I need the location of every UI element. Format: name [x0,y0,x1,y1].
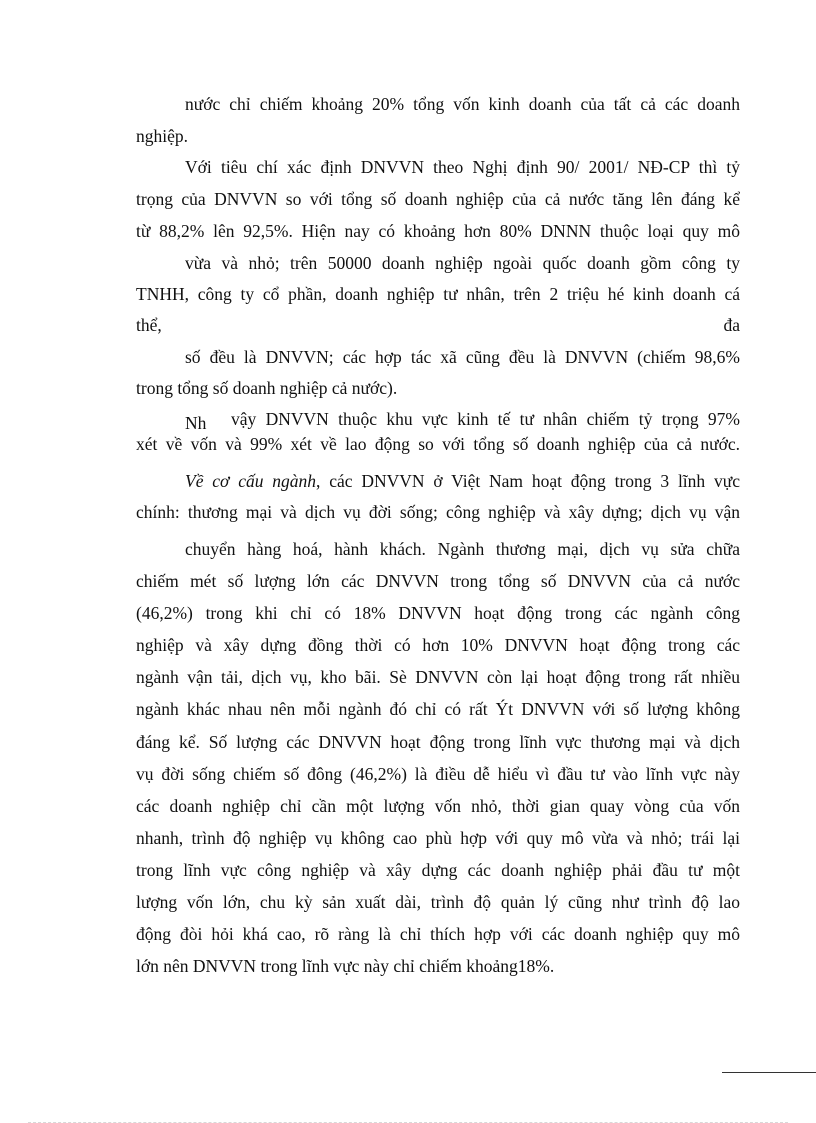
text-line [185,469,740,493]
text-fragment: vậy DNVVN thuộc khu vực kinh tế tư nhân chiếm tỷ trọng 97% [231,409,740,429]
footnote-rule [722,1072,816,1073]
text-line: xét về vốn và 99% xét về lao động so với tổng số doanh nghiệp của cả nước. [136,434,740,454]
text-line: trọng của DNVVN so với tổng số doanh nghiệp của cả nước tăng lên đáng kể [136,189,740,209]
text-line: số đều là DNVVN; các hợp tác xã cũng đều là DNVVN (chiếm 98,6% [185,347,740,367]
text-line: đáng kể. Số lượng các DNVVN hoạt động trong lĩnh vực thương mại và dịch [136,732,740,752]
text-line: vụ đời sống chiếm số đông (46,2%) là điều dễ hiểu vì đầu tư vào lĩnh vực này [136,764,740,784]
text-line: các doanh nghiệp chỉ cần một lượng vốn nhỏ, thời gian quay vòng của vốn [136,796,740,816]
text-line: trong lĩnh vực công nghiệp và xây dựng các doanh nghiệp phải đầu tư một [136,860,740,880]
text-line: nước chỉ chiếm khoảng 20% tổng vốn kinh doanh của tất cả các doanh [185,94,740,114]
text-line [136,313,740,337]
text-line: chính: thương mại và dịch vụ đời sống; công nghiệp và xây dựng; dịch vụ vận [136,502,740,522]
text-line: động đòi hỏi khá cao, rõ ràng là chỉ thích hợp với các doanh nghiệp quy mô [136,924,740,944]
text-line: TNHH, công ty cổ phần, doanh nghiệp tư nhân, trên 2 triệu hé kinh doanh cá [136,284,740,304]
text-line: nghiệp và xây dựng đồng thời có hơn 10% DNVVN hoạt động trong các [136,635,740,655]
text-line: chuyển hàng hoá, hành khách. Ngành thương mại, dịch vụ sửa chữa [185,539,740,559]
text-line: Với tiêu chí xác định DNVVN theo Nghị định 90/ 2001/ NĐ-CP thì tỷ [185,157,740,177]
text-line: chiếm mét số lượng lớn các DNVVN trong tổng số DNVVN của cả nước [136,571,740,591]
text-line: lượng vốn lớn, chu kỳ sản xuất dài, trình độ quản lý cũng như trình độ lao [136,892,740,912]
text-line: (46,2%) trong khi chỉ có 18% DNVVN hoạt động trong các ngành công [136,603,740,623]
text-line: trong tổng số doanh nghiệp cả nước). [136,378,398,398]
text-fragment: thể, [136,315,162,335]
text-line: nhanh, trình độ nghiệp vụ không cao phù hợp với quy mô vừa và nhỏ; trái lại [136,828,740,848]
text-line: ngành khác nhau nên mỗi ngành đó chỉ có rất Ýt DNVVN với số lượng không [136,699,740,719]
text-line: lớn nên DNVVN trong lĩnh vực này chỉ chiếm khoảng18%. [136,956,555,976]
text-line: ngành vận tải, dịch vụ, kho bãi. Sè DNVVN còn lại hoạt động trong rất nhiều [136,667,740,687]
text-line: vừa và nhỏ; trên 50000 doanh nghiệp ngoài quốc doanh gồm công ty [185,253,740,273]
text-fragment: , các DNVVN ở Việt Nam hoạt động trong 3 lĩnh vực [316,471,740,491]
text-line: nghiệp. [136,126,189,146]
text-line: từ 88,2% lên 92,5%. Hiện nay có khoảng hơn 80% DNNN thuộc loại quy mô [136,221,740,241]
text-fragment: Nh [185,413,207,433]
section-heading: Về cơ cấu ngành [185,471,317,491]
text-fragment: đa [723,315,740,335]
